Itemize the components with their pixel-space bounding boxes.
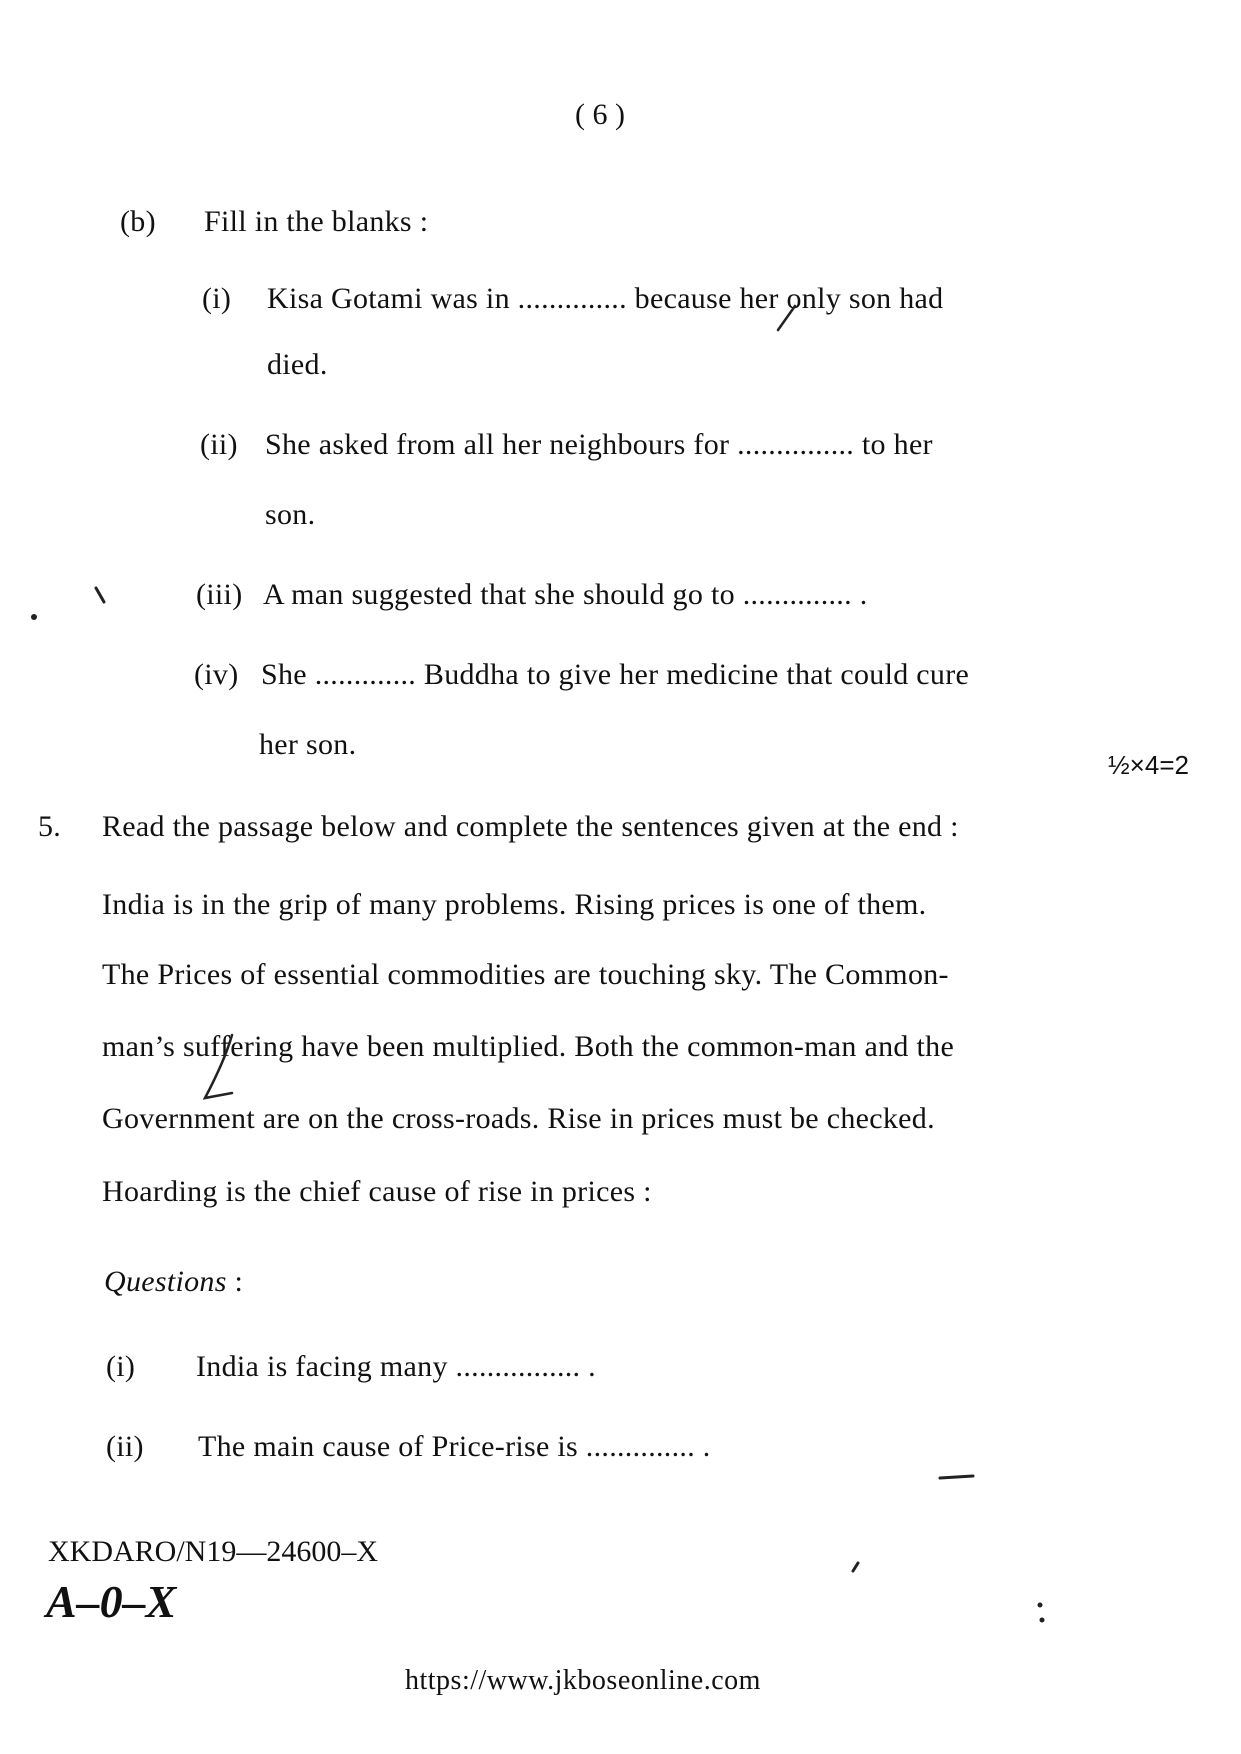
item-ii-number: (ii) [200, 428, 238, 461]
question-ii-text: The main cause of Price-rise is .............. . [198, 1430, 711, 1463]
question-5-number: 5. [38, 810, 62, 843]
passage-line-2: The Prices of essential commodities are touching sky. The Common- [102, 958, 949, 991]
section-b-label: (b) [120, 205, 156, 238]
item-iii-number: (iii) [196, 578, 243, 611]
question-ii-number: (ii) [106, 1430, 144, 1463]
item-ii-line1: She asked from all her neighbours for ............... to her [265, 428, 933, 461]
question-i-number: (i) [106, 1350, 136, 1383]
page-number: ( 6 ) [575, 98, 625, 131]
section-b-instruction: Fill in the blanks : [204, 205, 429, 238]
questions-heading-colon: : [234, 1265, 244, 1298]
passage-line-5: Hoarding is the chief cause of rise in prices : [102, 1175, 652, 1208]
item-ii-line2: son. [265, 498, 316, 531]
passage-line-1: India is in the grip of many problems. Rising prices is one of them. [102, 888, 927, 921]
item-iv-line2: her son. [259, 728, 357, 761]
question-i-text: India is facing many ................ . [196, 1350, 596, 1383]
item-iv-number: (iv) [194, 658, 239, 691]
questions-heading: Questions [104, 1265, 227, 1298]
set-code: A–0–X [46, 1576, 177, 1627]
source-url: https://www.jkboseonline.com [405, 1665, 761, 1696]
passage-line-3: man’s suffering have been multiplied. Both the common-man and the [102, 1030, 955, 1063]
item-iii-line1: A man suggested that she should go to .............. . [263, 578, 868, 611]
item-i-number: (i) [202, 282, 232, 315]
passage-line-4: Government are on the cross-roads. Rise in prices must be checked. [102, 1102, 935, 1135]
section-b-marks: ½×4=2 [1108, 750, 1189, 780]
question-5-prompt: Read the passage below and complete the sentences given at the end : [102, 810, 959, 843]
paper-code: XKDARO/N19—24600–X [48, 1535, 378, 1568]
item-i-line1: Kisa Gotami was in .............. because her only son had [267, 282, 944, 315]
item-i-line2: died. [267, 348, 328, 381]
item-iv-line1: She ............. Buddha to give her medicine that could cure [261, 658, 970, 691]
